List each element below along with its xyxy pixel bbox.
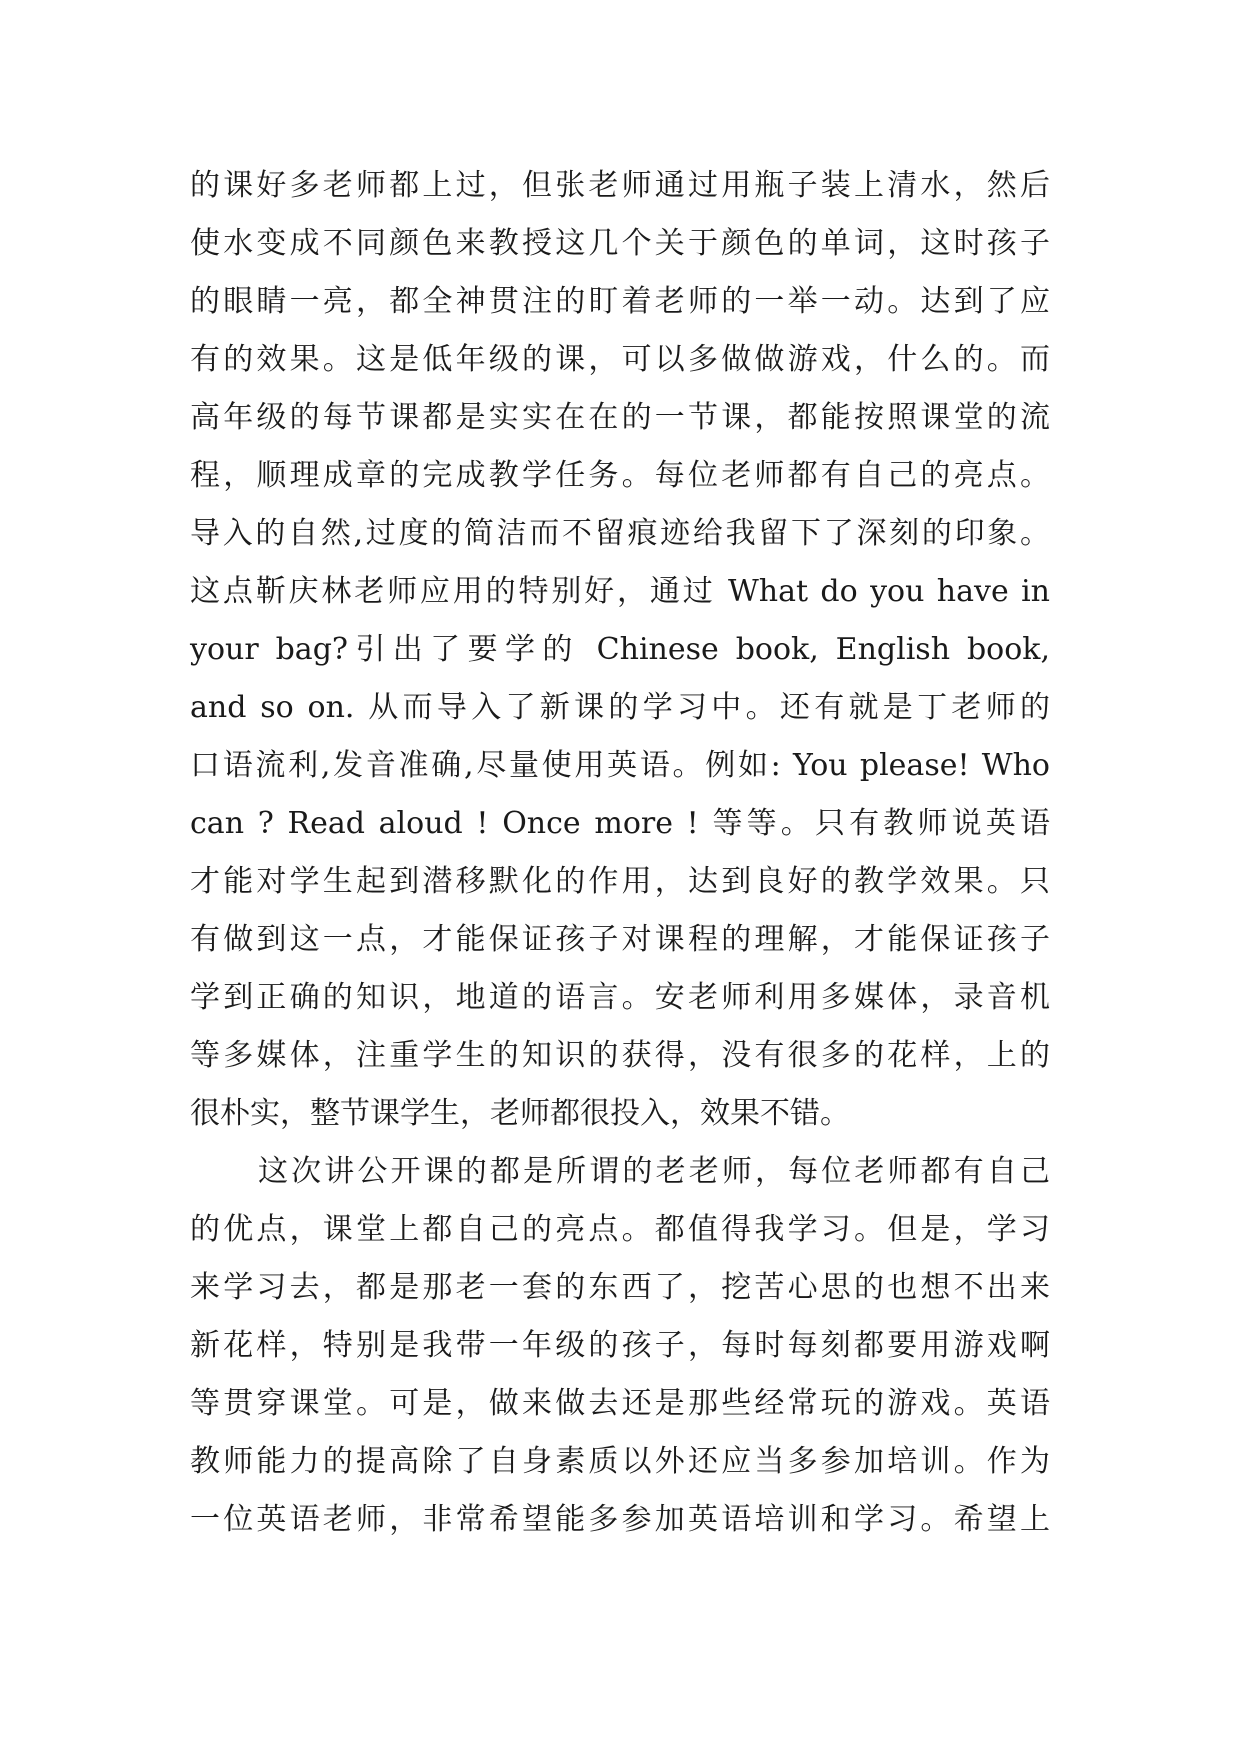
- text-line: 有的效果。这是低年级的课，可以多做做游戏，什么的。而: [190, 342, 1050, 377]
- text-line: 来学习去，都是那老一套的东西了，挖苦心思的也想不出来: [190, 1270, 1050, 1305]
- text-line: 等贯穿课堂。可是，做来做去还是那些经常玩的游戏。英语: [190, 1386, 1050, 1421]
- text-line: and so on. 从而导入了新课的学习中。还有就是丁老师的: [190, 690, 1050, 725]
- paragraph-end-line: 很朴实，整节课学生，老师都很投入，效果不错。: [190, 1096, 850, 1131]
- text-line: your bag?引出了要学的 Chinese book, English book,: [190, 632, 1050, 667]
- body-text: [190, 157, 1050, 1549]
- text-line: 的优点，课堂上都自己的亮点。都值得我学习。但是，学习: [190, 1212, 1050, 1247]
- text-line: 导入的自然,过度的简洁而不留痕迹给我留下了深刻的印象。: [190, 516, 1050, 551]
- text-line: 程，顺理成章的完成教学任务。每位老师都有自己的亮点。: [190, 458, 1050, 493]
- text-line: 这点靳庆林老师应用的特别好，通过 What do you have in: [190, 574, 1050, 609]
- text-line: 等多媒体，注重学生的知识的获得，没有很多的花样，上的: [190, 1038, 1050, 1073]
- text-line: can ? Read aloud ! Once more ! 等等。只有教师说英语: [190, 806, 1050, 841]
- text-line: 口语流利,发音准确,尽量使用英语。例如: You please! Who: [190, 748, 1050, 783]
- text-line: 学到正确的知识，地道的语言。安老师利用多媒体，录音机: [190, 980, 1050, 1015]
- text-line: 的眼睛一亮，都全神贯注的盯着老师的一举一动。达到了应: [190, 284, 1050, 319]
- text-line: 有做到这一点，才能保证孩子对课程的理解，才能保证孩子: [190, 922, 1050, 957]
- text-line: 教师能力的提高除了自身素质以外还应当多参加培训。作为: [190, 1444, 1050, 1479]
- text-line: 新花样，特别是我带一年级的孩子，每时每刻都要用游戏啊: [190, 1328, 1050, 1363]
- text-line: 一位英语老师，非常希望能多参加英语培训和学习。希望上: [190, 1502, 1050, 1537]
- text-line: 使水变成不同颜色来教授这几个关于颜色的单词，这时孩子: [190, 226, 1050, 261]
- text-line: 的课好多老师都上过，但张老师通过用瓶子装上清水，然后: [190, 168, 1050, 203]
- text-line: 高年级的每节课都是实实在在的一节课，都能按照课堂的流: [190, 400, 1050, 435]
- text-line: 才能对学生起到潜移默化的作用，达到良好的教学效果。只: [190, 864, 1050, 899]
- paragraph-first-line: 这次讲公开课的都是所谓的老老师，每位老师都有自己: [258, 1154, 1050, 1189]
